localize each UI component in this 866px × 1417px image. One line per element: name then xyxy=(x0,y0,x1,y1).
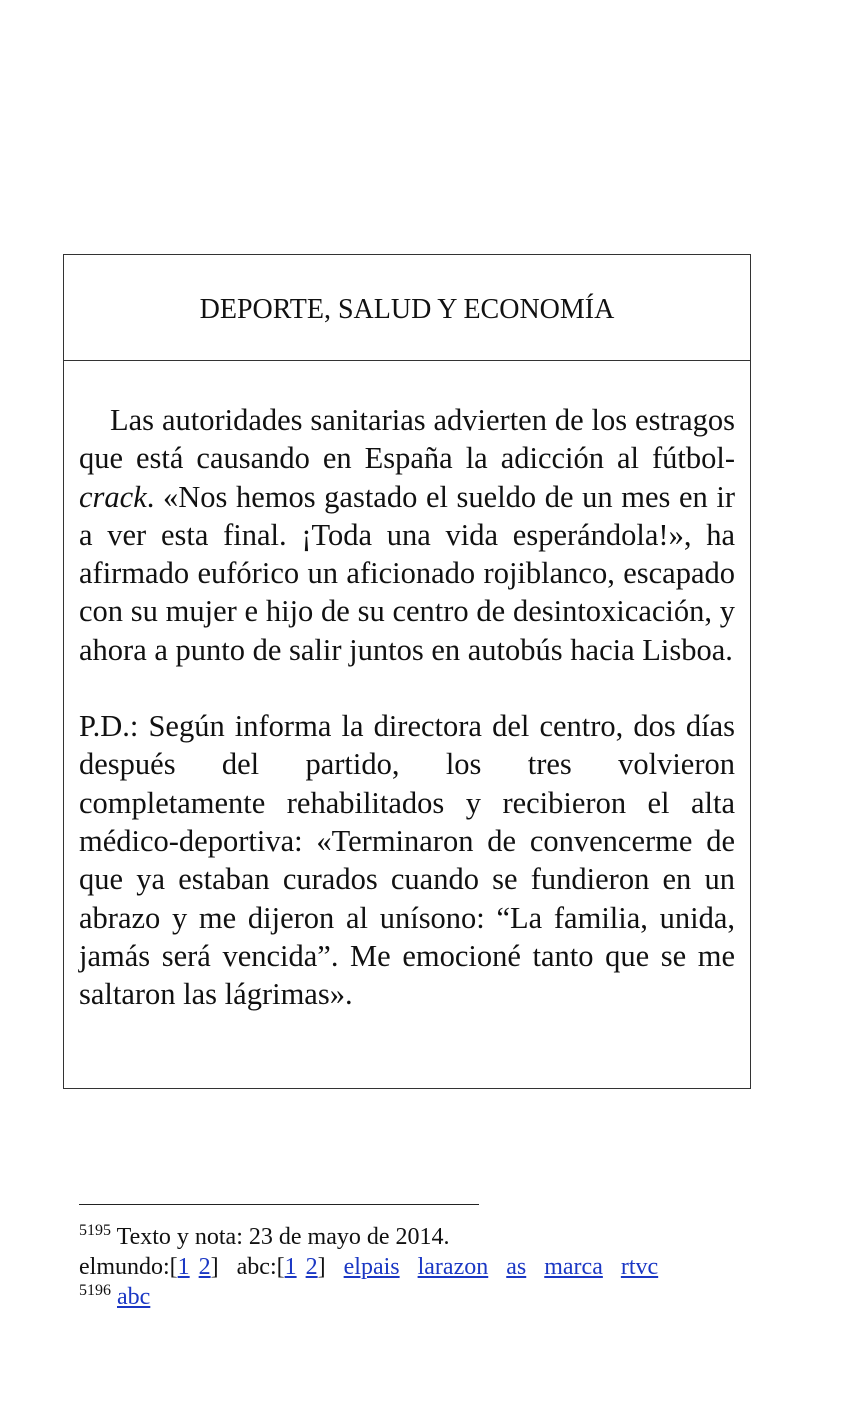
elmundo-link-1[interactable]: 1 xyxy=(177,1254,190,1280)
footnote-5195 xyxy=(79,1222,819,1252)
abc-label: abc:[ xyxy=(236,1254,285,1280)
footnote-number-2: 5196 xyxy=(79,1282,111,1299)
paragraph-1-text-a: Las autoridades sanitarias advierten de los estragos que está causando en España la adicción al fútbol- xyxy=(79,403,735,476)
elmundo-label: elmundo:[ xyxy=(79,1254,178,1280)
larazon-link[interactable]: larazon xyxy=(417,1254,489,1280)
footnote-sources xyxy=(79,1252,819,1282)
rtvc-link[interactable]: rtvc xyxy=(620,1254,659,1280)
footnote-divider xyxy=(79,1204,479,1205)
footnote-5196 xyxy=(79,1282,819,1312)
paragraph-1 xyxy=(79,401,735,669)
paragraph-1-italic: crack xyxy=(79,479,147,514)
abc-close-bracket: ] xyxy=(317,1254,326,1280)
abc-link-2[interactable]: 2 xyxy=(305,1254,318,1280)
elmundo-link-2[interactable]: 2 xyxy=(198,1254,211,1280)
footnote-number: 5195 xyxy=(79,1222,111,1239)
box-header xyxy=(64,255,750,361)
paragraph-2: P.D.: Según informa la directora del centro, dos días después del partido, los tres volvieron completamente rehabilitados y recibieron el alta médico-deportiva: «Terminaron de convencerme de que ya estaban curados cuando se fundieron en un abrazo y me dijeron al unísono: “La familia, unida, jamás será vencida”. Me emocioné tanto que se me saltaron las lágrimas». xyxy=(79,709,735,1012)
text-box xyxy=(63,254,751,1089)
box-body xyxy=(64,361,750,1013)
as-link[interactable]: as xyxy=(506,1254,527,1280)
paragraph-1-text-b: . «Nos hemos gastado el sueldo de un mes en ir a ver esta final. ¡Toda una vida esperándola!», ha afirmado eufórico un aficionado rojiblanco, escapado con su mujer e hijo de su centro de desintoxicación, y ahora a punto de salir juntos en autobús hacia Lisboa. xyxy=(79,479,735,667)
box-title: DEPORTE, SALUD Y ECONOMÍA xyxy=(199,293,615,325)
footnotes xyxy=(79,1222,819,1312)
footnote-text: Texto y nota: 23 de mayo de 2014. xyxy=(116,1224,450,1250)
abc-link-1[interactable]: 1 xyxy=(284,1254,297,1280)
marca-link[interactable]: marca xyxy=(544,1254,603,1280)
abc-link[interactable]: abc xyxy=(117,1284,151,1310)
elpais-link[interactable]: elpais xyxy=(343,1254,400,1280)
elmundo-close-bracket: ] xyxy=(210,1254,219,1280)
